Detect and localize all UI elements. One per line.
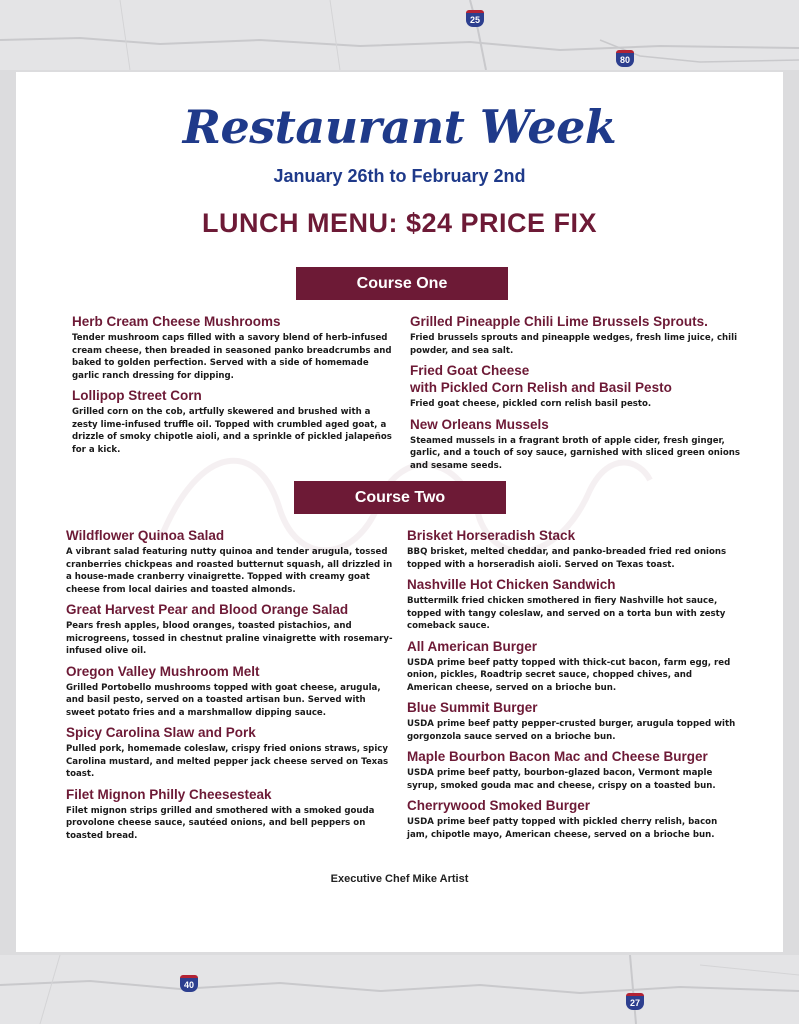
menu-item-description: USDA prime beef patty, bourbon-glazed bacon, Vermont maple syrup, smoked gouda mac and cheese, crispy on a toasted bun. (407, 768, 716, 791)
menu-item (66, 663, 396, 720)
menu-item (407, 638, 737, 695)
menu-item (410, 416, 740, 473)
road-lines-bottom (0, 955, 799, 1024)
menu-item-name: Lollipop Street Corn (72, 388, 202, 403)
course-two-right-column (407, 527, 737, 846)
course-one-right-column (410, 313, 740, 477)
menu-item (66, 601, 396, 658)
menu-item-name: Nashville Hot Chicken Sandwich (407, 577, 616, 592)
menu-item (407, 527, 737, 571)
course-one-header: Course One (296, 267, 508, 300)
menu-item-name: Maple Bourbon Bacon Mac and Cheese Burger (407, 749, 708, 764)
menu-item (407, 748, 737, 792)
menu-item-description: Grilled corn on the cob, artfully skewered and brushed with a zesty lime-infused truffle oil. Topped with crumbled aged goat, a drizzle of smoky chipotle aioli, and a sprinkle of pickled jalapeños for a kick. (72, 407, 392, 455)
menu-item (407, 699, 737, 743)
menu-item (72, 313, 394, 382)
menu-item (66, 786, 396, 843)
menu-item-description: Filet mignon strips grilled and smothered with a smoked gouda provolone cheese sauce, sautéed onions, and bell peppers on toasted bread. (66, 805, 375, 841)
event-dates: January 26th to February 2nd (273, 166, 526, 186)
menu-item-name: Herb Cream Cheese Mushrooms (72, 314, 281, 329)
menu-item-description: Pears fresh apples, blood oranges, toasted pistachios, and microgreens, tossed in chestnut praline vinaigrette with rosemary-infused olive oil. (66, 621, 393, 656)
menu-item-name: Blue Summit Burger (407, 700, 538, 715)
menu-item-name: Brisket Horseradish Stack (407, 528, 576, 543)
menu-item-name: Wildflower Quinoa Salad (66, 528, 225, 543)
menu-item-description: A vibrant salad featuring nutty quinoa and tender arugula, tossed cranberries chickpeas and roasted butternut squash, all drizzled in a house-made cranberry vinaigrette. Topped with creamy goat cheese from local dairies and toasted almonds. (66, 547, 393, 595)
menu-item-name: New Orleans Mussels (410, 416, 549, 432)
course-one-left-column (72, 313, 394, 461)
menu-item-description: Fried goat cheese, pickled corn relish basil pesto. (410, 399, 652, 409)
menu-item-name: Filet Mignon Philly Cheesesteak (66, 786, 272, 802)
menu-item-name: Cherrywood Smoked Burger (407, 798, 591, 813)
menu-item-description: Steamed mussels in a fragrant broth of apple cider, fresh ginger, garlic, and a touch of soy sauce, garnished with sliced green onions and sesame seeds. (410, 435, 740, 471)
lunch-menu-title: LUNCH MENU: $24 PRICE FIX (201, 208, 598, 238)
menu-item (66, 724, 396, 781)
road-lines-top (0, 0, 799, 70)
menu-item-description: USDA prime beef patty topped with thick-cut bacon, farm egg, red onion, pickles, Roadtrip secret sauce, chopped chives, and American cheese, served on a brioche bun. (407, 657, 731, 693)
restaurant-week-title: Restaurant Week (182, 100, 617, 154)
menu-item-name: Spicy Carolina Slaw and Pork (66, 725, 256, 740)
highway-shield: 25 (466, 10, 484, 27)
highway-shield: 80 (616, 50, 634, 67)
menu-item-name: All American Burger (407, 638, 538, 654)
menu-item-description: USDA prime beef patty pepper-crusted burger, arugula topped with gorgonzola sauce served on a brioche bun. (407, 719, 736, 742)
highway-shield: 40 (180, 975, 198, 992)
menu-item-name-line2: with Pickled Corn Relish and Basil Pesto (410, 380, 672, 395)
map-background-bottom (0, 955, 799, 1024)
menu-item (410, 313, 740, 357)
highway-shield: 27 (626, 993, 644, 1010)
menu-item-description: BBQ brisket, melted cheddar, and panko-breaded fried red onions topped with a horseradish aioli. Served on Texas toast. (407, 547, 727, 570)
menu-item (66, 527, 396, 596)
menu-item-name: Great Harvest Pear and Blood Orange Salad (66, 602, 349, 617)
menu-item-description: Fried brussels sprouts and pineapple wedges, fresh lime juice, chili powder, and sea salt. (410, 333, 738, 356)
menu-item-name: Fried Goat Cheese (410, 363, 530, 378)
menu-item-description: Grilled Portobello mushrooms topped with goat cheese, arugula, and basil pesto, served on a toasted artisan bun. Served with sweet potato fries and a marshmallow dipping sauce. (66, 682, 381, 718)
menu-item (407, 576, 737, 633)
executive-chef-credit: Executive Chef Mike Artist (330, 873, 469, 885)
menu-item-description: Pulled pork, homemade coleslaw, crispy fried onions straws, spicy Carolina mustard, and melted pepper jack cheese served on Texas toast. (66, 744, 389, 779)
course-two-header: Course Two (294, 481, 506, 514)
menu-item (72, 387, 394, 456)
menu-item-description: Tender mushroom caps filled with a savory blend of herb-infused cream cheese, then breaded in seasoned panko breadcrumbs and baked to golden perfection. Served with a side of homemade garlic ranch dressing for dipping. (72, 333, 392, 381)
menu-item (407, 797, 737, 841)
menu-item (410, 362, 740, 411)
menu-item-description: USDA prime beef patty topped with pickled cherry relish, bacon jam, chipotle mayo, American cheese, served on a brioche bun. (407, 817, 718, 840)
menu-item-description: Buttermilk fried chicken smothered in fiery Nashville hot sauce, topped with tangy coleslaw, and served on a torta bun with zesty comeback sauce. (407, 596, 726, 631)
menu-item-name: Oregon Valley Mushroom Melt (66, 663, 260, 679)
menu-item-name: Grilled Pineapple Chili Lime Brussels Sprouts. (410, 314, 708, 329)
map-background-top (0, 0, 799, 70)
course-two-left-column (66, 527, 396, 847)
